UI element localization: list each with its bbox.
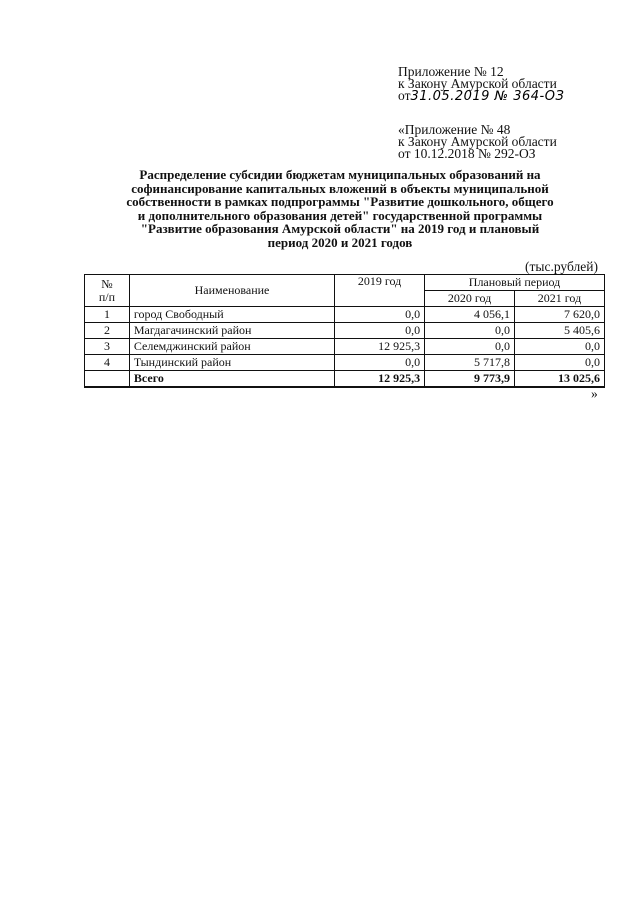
row-2020: 0,0 [425, 339, 515, 355]
document-title: Распределение субсидии бюджетам муниципальных образований на софинансирование капитальных вложений в объекты муниципальной собственности в рамках подпрограммы "Развитие дошкольного, общего и дополнительного образования детей" государственной программы "Развитие образования Амурской области" на 2019 год и плановый период 2020 и 2021 годов [126, 167, 554, 250]
row-name: Тындинский район [129, 355, 334, 371]
row-name: Магдагачинский район [129, 323, 334, 339]
row-2020: 4 056,1 [425, 307, 515, 323]
header-name: Наименование [129, 275, 334, 307]
row-num: 1 [85, 307, 130, 323]
appendix-original-block [398, 124, 557, 160]
total-row [85, 371, 605, 388]
original-appendix-number: «Приложение № 48 [398, 122, 511, 137]
total-2020: 9 773,9 [425, 371, 515, 388]
subsidy-table [84, 274, 605, 388]
original-appendix-date: от 10.12.2018 № 292-ОЗ [398, 146, 536, 161]
row-2021: 7 620,0 [515, 307, 605, 323]
header-2019: 2019 год [335, 275, 425, 307]
appendix-current-block [398, 66, 564, 103]
table-row [85, 339, 605, 355]
total-2021: 13 025,6 [515, 371, 605, 388]
row-2019: 0,0 [335, 323, 425, 339]
row-2021: 5 405,6 [515, 323, 605, 339]
row-name: Селемджинский район [129, 339, 334, 355]
row-2021: 0,0 [515, 339, 605, 355]
header-planned-period: Плановый период [425, 275, 605, 291]
row-num: 4 [85, 355, 130, 371]
table-row [85, 355, 605, 371]
row-2020: 5 717,8 [425, 355, 515, 371]
original-appendix-law-ref: к Закону Амурской области [398, 134, 557, 149]
table-row [85, 307, 605, 323]
unit-label: (тыс.рублей) [525, 259, 598, 274]
handwritten-date-number: 31.05.2019 № 364-ОЗ [410, 89, 565, 104]
appendix-date-prefix: от [398, 88, 411, 103]
total-label: Всего [129, 371, 334, 388]
row-name: город Свободный [129, 307, 334, 323]
total-num-empty [85, 371, 130, 388]
row-num: 2 [85, 323, 130, 339]
total-2019: 12 925,3 [335, 371, 425, 388]
header-2021: 2021 год [515, 291, 605, 307]
appendix-date-line [398, 90, 564, 103]
row-num: 3 [85, 339, 130, 355]
row-2019: 0,0 [335, 307, 425, 323]
header-2020: 2020 год [425, 291, 515, 307]
header-num: № п/п [85, 275, 130, 307]
row-2021: 0,0 [515, 355, 605, 371]
appendix-law-ref: к Закону Амурской области [398, 76, 557, 91]
row-2020: 0,0 [425, 323, 515, 339]
row-2019: 12 925,3 [335, 339, 425, 355]
row-2019: 0,0 [335, 355, 425, 371]
table-row [85, 323, 605, 339]
appendix-number: Приложение № 12 [398, 64, 504, 79]
closing-quote: » [591, 386, 598, 401]
